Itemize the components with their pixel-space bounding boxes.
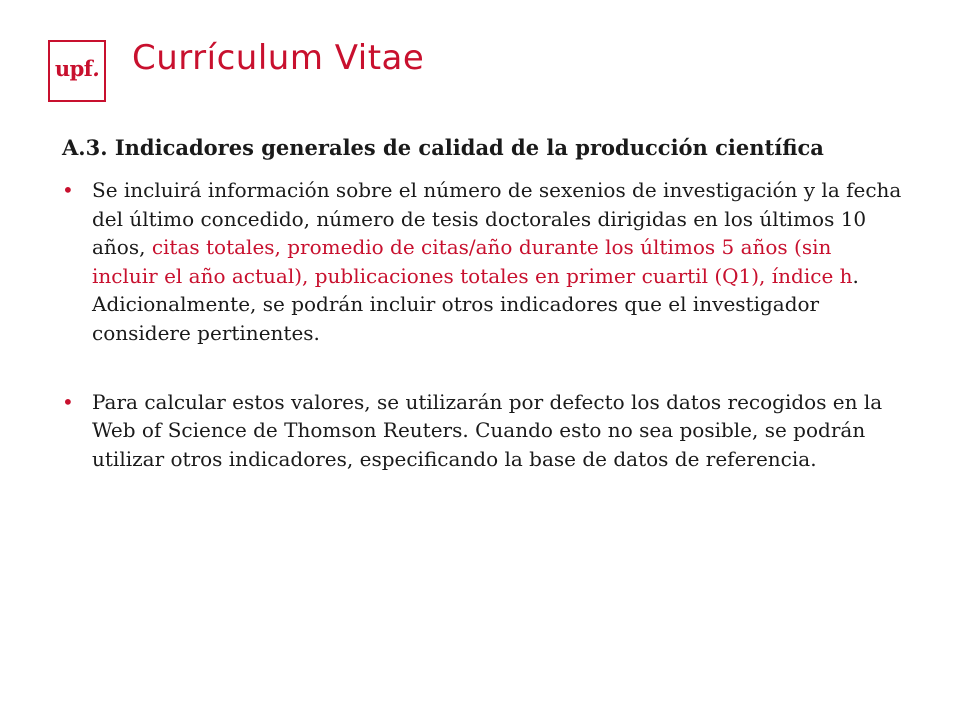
bullet-icon: • [62,178,74,202]
bullet-text-before: Se incluirá información sobre el número de sexenios de investigación y la fecha del último concedido, número de tesis doctorales dirigidas en los últimos 10 años, [92,178,902,260]
bullet-list [62,176,902,473]
section-heading: A.3. Indicadores generales de calidad de la producción científica [62,135,824,160]
bullet-item-indicators [62,176,902,348]
bullet-text-highlight: citas totales, promedio de citas/año durante los últimos 5 años (sin incluir el año actual), publicaciones totales en primer cuartil (Q1), índice h [92,235,853,288]
logo-letters: upf [54,56,93,81]
bullet-icon: • [62,389,74,414]
logo-dot: . [92,56,100,81]
page-title: Currículum Vitae [132,38,425,78]
upf-logo [48,40,106,102]
bullet-text-after: . Adicionalmente, se podrán incluir otros indicadores que el investigador considere pertinentes. [92,263,859,345]
bullet-item-data-source [62,388,902,474]
section-content [62,134,902,473]
upf-logo-text [50,56,104,81]
bullet-text: Para calcular estos valores, se utilizarán por defecto los datos recogidos en la Web of Science de Thomson Reuters. Cuando esto no sea posible, se podrán utilizar otros indicadores, especificando la base de datos de referencia. [92,389,883,471]
